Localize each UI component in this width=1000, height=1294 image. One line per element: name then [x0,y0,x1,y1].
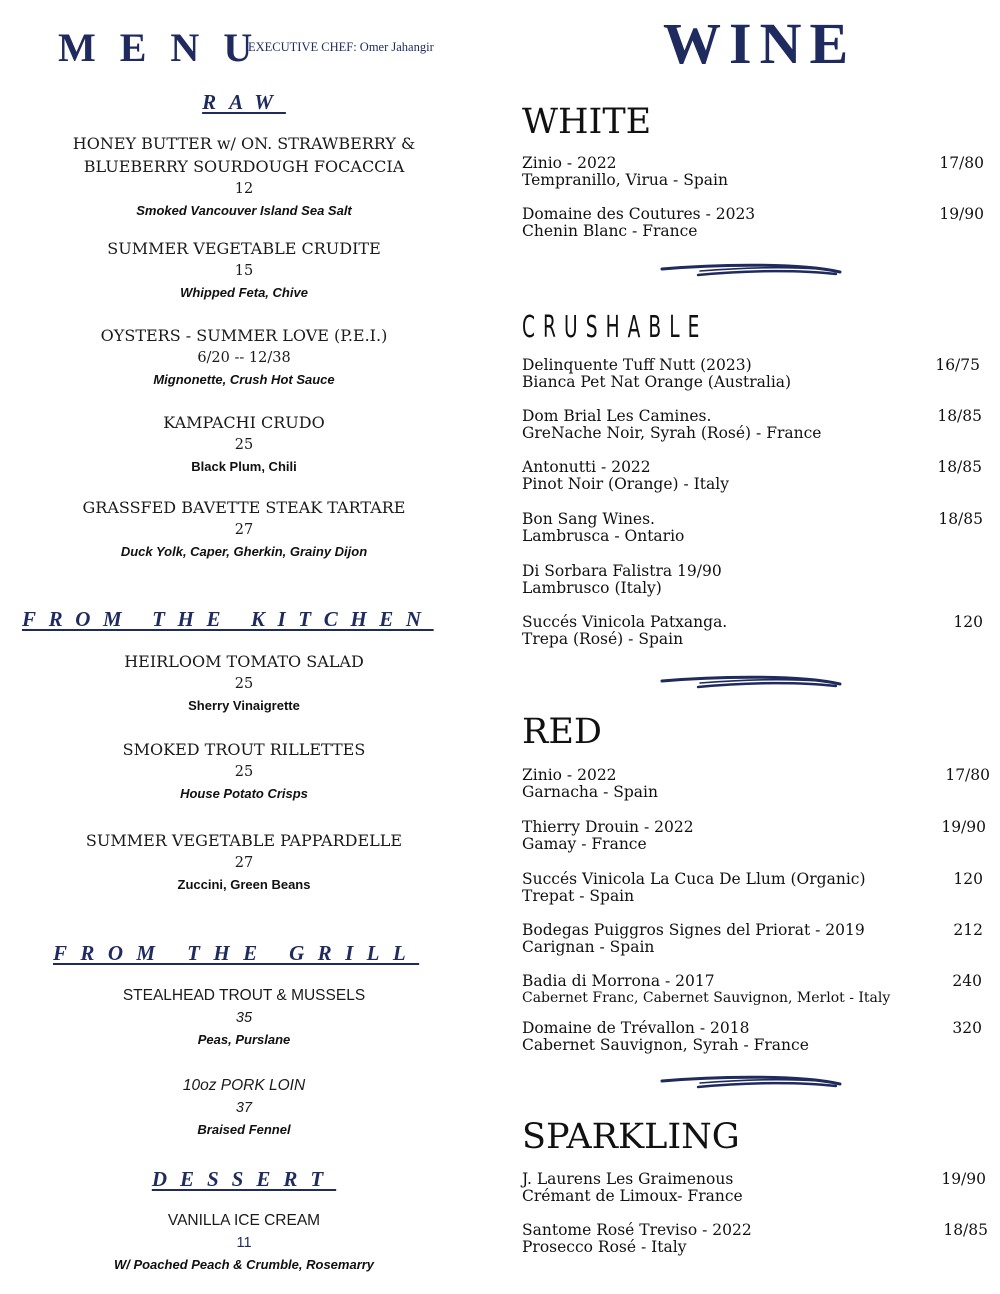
dish-name: HONEY BUTTER w/ ON. STRAWBERRY & [72,134,416,153]
wine-detail: Chenin Blanc - France [522,222,698,240]
dish-steelhead-trout [0,984,488,1051]
dish-description: Braised Fennel [197,1122,291,1137]
wine-name: Domaine de Trévallon - 2018 [522,1019,750,1037]
wine-name: Zinio - 2022 [522,766,617,784]
dish-price: 25 [234,764,254,780]
dish-description: House Potato Crisps [180,786,308,801]
wine-name: Succés Vinicola La Cuca De Llum (Organic) [522,870,866,888]
wine-price: 18/85 [937,458,982,476]
swoosh-divider [660,262,842,280]
wine-price: 17/80 [945,766,990,784]
wine-title: WINE [663,11,857,76]
wine-item [522,1171,986,1205]
swoosh-divider [660,1074,842,1092]
wine-price: 120 [953,870,983,888]
dish-oysters [0,324,488,391]
dish-price: 25 [234,437,254,453]
dish-price: 25 [234,676,254,692]
dish-name: KAMPACHI CRUDO [163,413,325,432]
dish-price: 12 [234,181,254,197]
wine-name: Thierry Drouin - 2022 [522,818,694,836]
dish-pork-loin [0,1074,488,1141]
wine-item [522,871,983,905]
wine-item [522,973,982,1007]
wine-item [522,563,984,597]
dish-trout-rillettes [0,738,488,805]
dish-name: SUMMER VEGETABLE PAPPARDELLE [85,831,403,850]
dish-description: Sherry Vinaigrette [188,698,300,713]
dish-description: Black Plum, Chili [191,459,297,474]
dish-name: OYSTERS - SUMMER LOVE (P.E.I.) [100,326,388,345]
wine-price: 212 [953,921,983,939]
wine-name: Badia di Morrona - 2017 [522,972,715,990]
wine-item [522,459,982,493]
section-heading-kitchen: FROM THE KITCHEN [22,607,434,631]
dish-description: Smoked Vancouver Island Sea Salt [136,203,352,218]
dish-price: 37 [235,1100,253,1116]
section-heading-raw: RAW [202,90,286,114]
wine-detail: Trepa (Rosé) - Spain [522,630,684,648]
dish-name: STEALHEAD TROUT & MUSSELS [122,987,366,1004]
wine-detail: Trepat - Spain [522,887,635,905]
dish-price: 15 [234,263,254,279]
wine-item [522,155,984,189]
dish-name: SMOKED TROUT RILLETTES [122,740,366,759]
wine-price: 240 [952,972,982,990]
wine-detail: Tempranillo, Virua - Spain [522,171,728,189]
dish-vanilla-ice-cream [0,1209,488,1276]
dish-price: 27 [234,855,254,871]
wine-detail: Prosecco Rosé - Italy [522,1238,687,1256]
wine-heading-red: RED [522,712,602,752]
dish-price: 11 [236,1235,252,1251]
wine-price: 120 [953,613,983,631]
wine-item [522,922,983,956]
wine-detail: Cabernet Franc, Cabernet Sauvignon, Merlot - Italy [522,990,891,1006]
wine-detail: GreNache Noir, Syrah (Rosé) - France [522,424,822,442]
wine-item [522,1020,982,1054]
wine-name: Santome Rosé Treviso - 2022 [522,1221,752,1239]
dish-tomato-salad [0,650,488,717]
dish-price: 27 [234,522,254,538]
wine-detail: Lambrusca - Ontario [522,527,685,545]
section-heading-grill: FROM THE GRILL [53,941,420,965]
wine-name: Dom Brial Les Camines. [522,407,712,425]
wine-heading-sparkling: SPARKLING [522,1117,740,1157]
wine-price: 19/90 [941,1170,986,1188]
dish-price: 35 [235,1010,253,1026]
section-heading-dessert: DESSERT [151,1167,337,1191]
dish-name: HEIRLOOM TOMATO SALAD [124,652,364,671]
wine-price: 18/85 [938,510,983,528]
wine-item [522,206,984,240]
wine-name: Zinio - 2022 [522,154,617,172]
wine-detail: Gamay - France [522,835,647,853]
wine-name: Di Sorbara Falistra 19/90 [522,562,722,580]
dish-name: SUMMER VEGETABLE CRUDITE [107,239,381,258]
dish-focaccia [0,132,488,222]
wine-item [522,614,983,648]
dish-kampachi [0,411,488,478]
wine-name: Bon Sang Wines. [522,510,655,528]
wine-price: 18/85 [937,407,982,425]
wine-detail: Cabernet Sauvignon, Syrah - France [522,1036,809,1054]
dish-description: Duck Yolk, Caper, Gherkin, Grainy Dijon [120,544,368,559]
wine-name: J. Laurens Les Graimenous [522,1170,734,1188]
wine-name: Succés Vinicola Patxanga. [522,613,728,631]
dish-description: Peas, Purslane [197,1032,291,1047]
wine-detail: Bianca Pet Nat Orange (Australia) [522,373,792,391]
wine-detail: Garnacha - Spain [522,783,658,801]
wine-name: Bodegas Puiggros Signes del Priorat - 2019 [522,921,865,939]
dish-description: Mignonette, Crush Hot Sauce [153,372,335,387]
wine-name: Domaine des Coutures - 2023 [522,205,756,223]
dish-description: W/ Poached Peach & Crumble, Rosemarry [113,1257,375,1272]
wine-detail: Lambrusco (Italy) [522,579,662,597]
dish-tartare [0,496,488,563]
wine-price: 17/80 [939,154,984,172]
dish-pappardelle [0,829,488,896]
wine-price: 16/75 [935,356,980,374]
wine-item [522,767,990,801]
wine-detail: Carignan - Spain [522,938,655,956]
dish-name: 10oz PORK LOIN [182,1077,306,1094]
wine-heading-white: WHITE [522,102,652,142]
dish-name: GRASSFED BAVETTE STEAK TARTARE [82,498,406,517]
wine-price: 19/90 [941,818,986,836]
wine-item [522,1222,988,1256]
wine-price: 19/90 [939,205,984,223]
wine-item [522,408,982,442]
wine-detail: Crémant de Limoux- France [522,1187,743,1205]
wine-heading-crushable: CRUSHABLE [522,310,708,345]
dish-name: BLUEBERRY SOURDOUGH FOCACCIA [83,157,405,176]
wine-price: 18/85 [943,1221,988,1239]
wine-name: Antonutti - 2022 [522,458,651,476]
swoosh-divider [660,674,842,692]
dish-description: Zuccini, Green Beans [177,877,311,892]
dish-crudite [0,237,488,304]
wine-detail: Pinot Noir (Orange) - Italy [522,475,729,493]
dish-name: VANILLA ICE CREAM [167,1212,321,1229]
wine-item [522,819,986,853]
wine-name: Delinquente Tuff Nutt (2023) [522,356,752,374]
executive-chef-credit: EXECUTIVE CHEF: Omer Jahangir [248,40,434,54]
dish-price: 6/20 -- 12/38 [197,350,291,366]
wine-item [522,511,983,545]
dish-description: Whipped Feta, Chive [180,285,308,300]
wine-item [522,357,980,391]
menu-title: MENU [58,25,277,70]
wine-price: 320 [952,1019,982,1037]
